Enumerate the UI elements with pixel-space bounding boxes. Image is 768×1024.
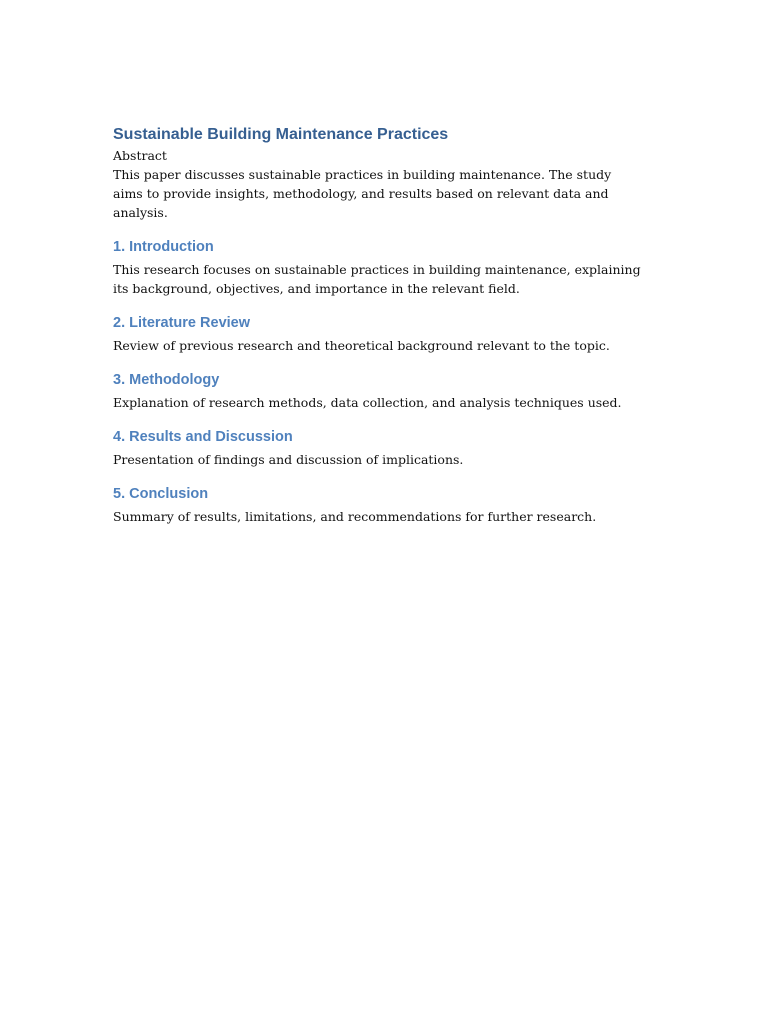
document-body: [113, 124, 643, 526]
abstract-text: This paper discusses sustainable practices in building maintenance. The study aims to provide insights, methodology, and results based on relevant data and analysis.: [113, 167, 612, 220]
section-heading-introduction: 1. Introduction: [113, 239, 214, 255]
section-heading-methodology: 3. Methodology: [113, 372, 220, 388]
section-heading-results-discussion: 4. Results and Discussion: [113, 429, 293, 445]
section-heading-literature-review: 2. Literature Review: [113, 315, 250, 331]
section-text-conclusion: Summary of results, limitations, and recommendations for further research.: [113, 509, 597, 524]
abstract-label: Abstract: [113, 148, 167, 163]
section-text-results-discussion: Presentation of findings and discussion of implications.: [113, 452, 464, 467]
section-text-introduction: This research focuses on sustainable practices in building maintenance, explaining its background, objectives, and importance in the relevant field.: [113, 262, 641, 296]
section-heading-conclusion: 5. Conclusion: [113, 486, 209, 502]
section-text-methodology: Explanation of research methods, data collection, and analysis techniques used.: [113, 395, 622, 410]
document-title: Sustainable Building Maintenance Practices: [113, 126, 449, 143]
section-text-literature-review: Review of previous research and theoretical background relevant to the topic.: [113, 338, 610, 353]
